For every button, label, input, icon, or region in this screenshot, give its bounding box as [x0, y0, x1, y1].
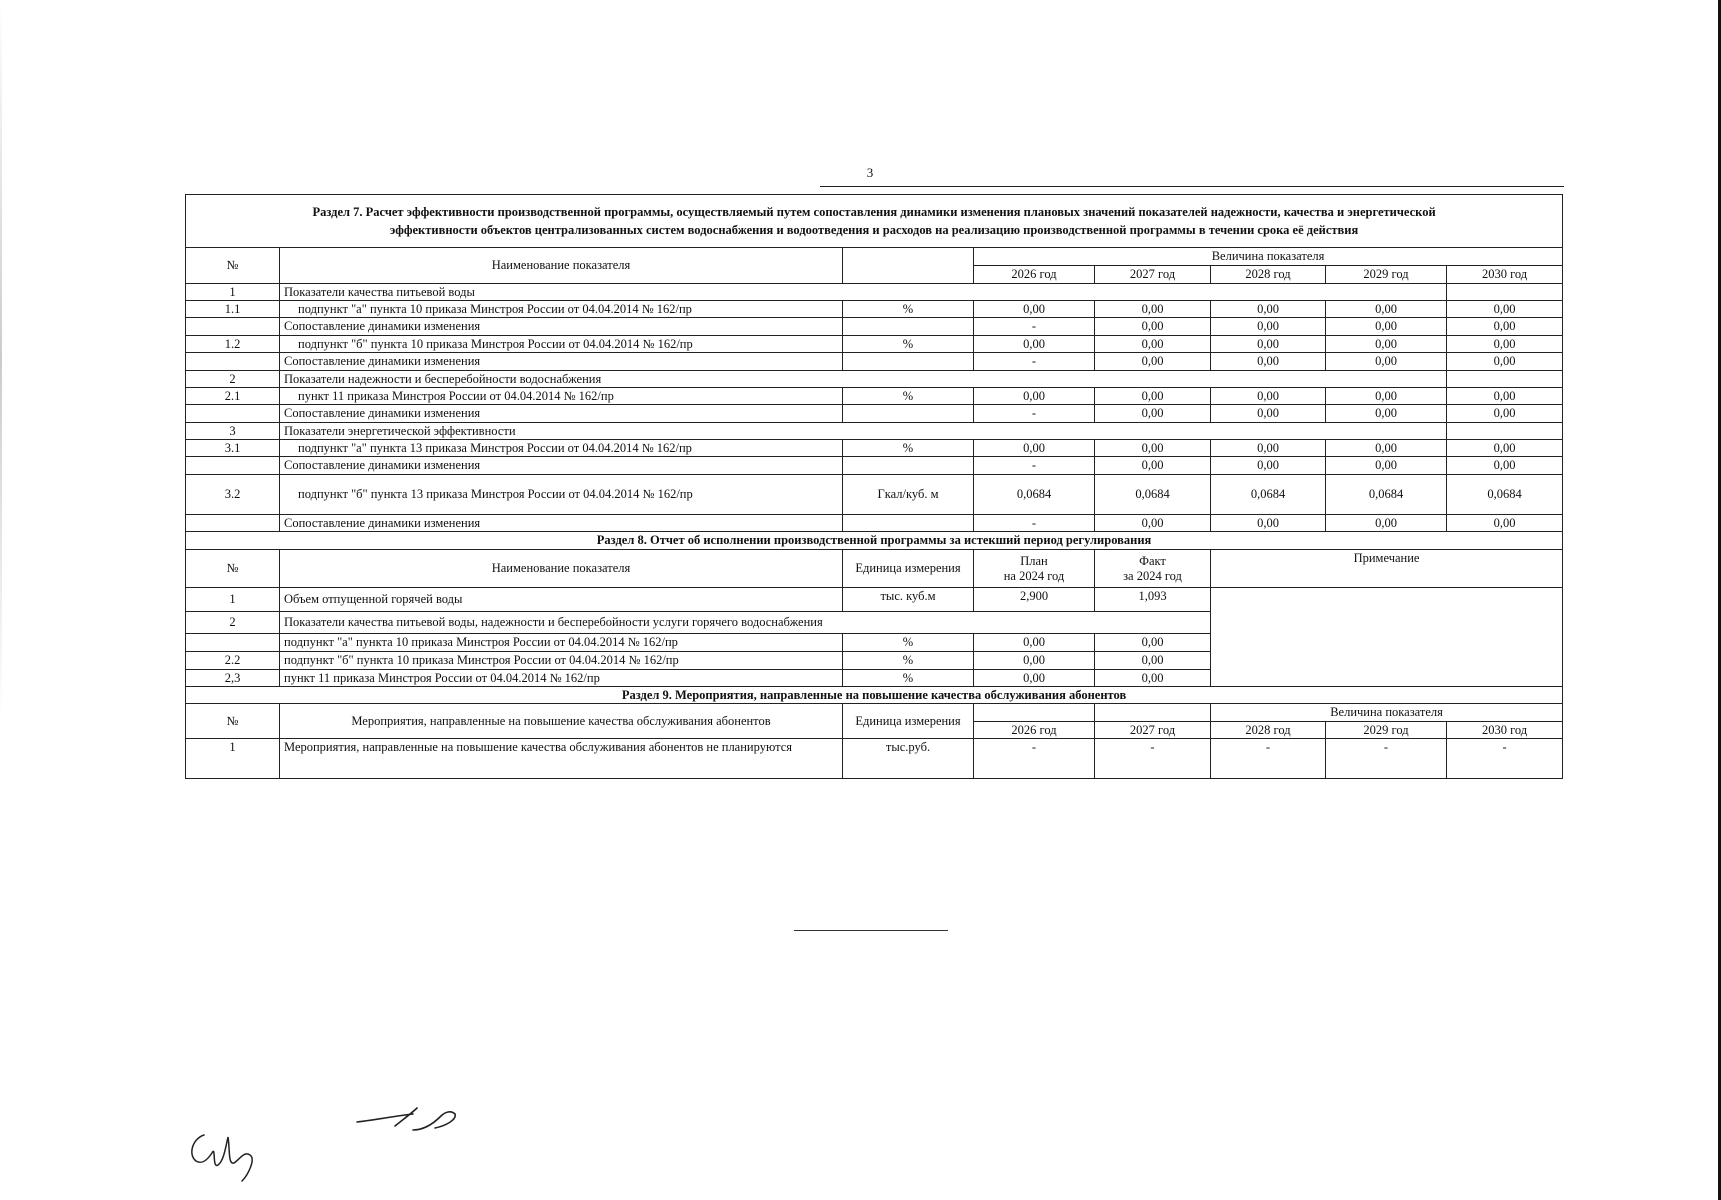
year-header: 2026 год [974, 721, 1095, 738]
value-cell: 0,00 [1095, 440, 1211, 457]
note-cell [1211, 588, 1563, 687]
row-number: 3.1 [186, 440, 280, 457]
group-title: Показатели надежности и бесперебойности водоснабжения [280, 370, 1447, 387]
value-cell: 0,00 [1326, 301, 1447, 318]
year-header: 2028 год [1211, 265, 1326, 283]
value-cell: 0,00 [1447, 301, 1563, 318]
signature-initials [182, 1125, 282, 1185]
value-cell: 0,00 [974, 440, 1095, 457]
value-cell: - [974, 405, 1095, 422]
fact-cell: 0,00 [1095, 652, 1211, 669]
value-cell: 0,00 [1095, 387, 1211, 404]
col-fact-header: Факт за 2024 год [1095, 550, 1211, 588]
value-cell: 0,00 [1326, 318, 1447, 335]
value-cell: 0,00 [1211, 318, 1326, 335]
col-value-header: Величина показателя [974, 248, 1563, 265]
fact-cell: 1,093 [1095, 588, 1211, 612]
value-cell: 0,00 [1326, 457, 1447, 474]
row-number: 1.2 [186, 335, 280, 352]
indicator-name: подпункт "а" пункта 13 приказа Минстроя России от 04.04.2014 № 162/пр [280, 440, 843, 457]
value-cell: 0,00 [1211, 387, 1326, 404]
value-cell: - [974, 353, 1095, 370]
unit-cell [843, 457, 974, 474]
unit-cell [843, 318, 974, 335]
year-header: 2027 год [1095, 265, 1211, 283]
col-unit-header [843, 248, 974, 283]
table-row [186, 353, 1563, 370]
section9-title-row [186, 686, 1563, 703]
value-cell: 0,0684 [1095, 474, 1211, 514]
table-row [186, 335, 1563, 352]
table-row [186, 457, 1563, 474]
table-row [186, 370, 1563, 387]
value-cell: 0,0684 [1447, 474, 1563, 514]
value-cell: 0,00 [1447, 318, 1563, 335]
value-header-blank [1095, 704, 1211, 721]
row-number: 1.1 [186, 301, 280, 318]
value-cell: - [974, 739, 1095, 779]
plan-cell: 0,00 [974, 652, 1095, 669]
value-cell: 0,00 [1211, 457, 1326, 474]
row-number [186, 634, 280, 652]
row-number [186, 353, 280, 370]
unit-cell: % [843, 669, 974, 686]
year-header: 2029 год [1326, 721, 1447, 738]
group-title: Показатели качества питьевой воды [280, 283, 1447, 300]
row-number [186, 405, 280, 422]
value-cell: 0,00 [1447, 405, 1563, 422]
section8-title-row [186, 532, 1563, 550]
year-header: 2030 год [1447, 721, 1563, 738]
section7-title: Раздел 7. Расчет эффективности производственной программы, осуществляемый путем сопоставления динамики изменения плановых значений показателей надежности, качества и энергетической эффективности объектов централизованных систем водоснабжения и водоотведения и расходов на реализацию производственной программы в течении срока её действия [186, 195, 1563, 248]
value-cell: 0,00 [974, 301, 1095, 318]
row-number: 2.2 [186, 652, 280, 669]
value-cell: 0,00 [1095, 514, 1211, 531]
value-cell: - [1326, 739, 1447, 779]
value-cell: 0,00 [1326, 353, 1447, 370]
value-cell: 0,00 [974, 387, 1095, 404]
col-value-header: Величина показателя [1211, 704, 1563, 721]
table-row [186, 514, 1563, 531]
value-cell: 0,00 [1095, 405, 1211, 422]
unit-cell [843, 405, 974, 422]
unit-cell: % [843, 652, 974, 669]
value-cell: 0,00 [1447, 387, 1563, 404]
row-number: 3.2 [186, 474, 280, 514]
value-cell: 0,00 [1447, 353, 1563, 370]
value-cell [1447, 370, 1563, 387]
signature-mark [355, 1100, 475, 1140]
top-rule [820, 186, 1564, 187]
indicator-name: подпункт "б" пункта 10 приказа Минстроя России от 04.04.2014 № 162/пр [280, 652, 843, 669]
col-no-header: № [186, 550, 280, 588]
row-number: 1 [186, 739, 280, 779]
section8-title: Раздел 8. Отчет об исполнении производственной программы за истекший период регулирования [186, 532, 1563, 550]
row-number: 1 [186, 283, 280, 300]
value-cell: 0,00 [1326, 440, 1447, 457]
value-cell: - [1447, 739, 1563, 779]
value-cell: 0,00 [1447, 440, 1563, 457]
unit-cell: Гкал/куб. м [843, 474, 974, 514]
col-no-header: № [186, 248, 280, 283]
value-cell: 0,0684 [1326, 474, 1447, 514]
row-number: 3 [186, 422, 280, 439]
row-number [186, 514, 280, 531]
indicator-name: подпункт "б" пункта 10 приказа Минстроя России от 04.04.2014 № 162/пр [280, 335, 843, 352]
value-cell: 0,00 [1447, 514, 1563, 531]
unit-cell: % [843, 634, 974, 652]
section9-title: Раздел 9. Мероприятия, направленные на повышение качества обслуживания абонентов [186, 686, 1563, 703]
col-unit-header: Единица измерения [843, 704, 974, 739]
indicator-name: Сопоставление динамики изменения [280, 318, 843, 335]
value-cell: - [974, 514, 1095, 531]
plan-cell: 0,00 [974, 669, 1095, 686]
col-name-header: Наименование показателя [280, 550, 843, 588]
value-cell: - [1095, 739, 1211, 779]
table-row [186, 301, 1563, 318]
scan-margin-shadow [0, 0, 2, 1200]
value-cell: 0,00 [1095, 353, 1211, 370]
indicator-name: Объем отпущенной горячей воды [280, 588, 843, 612]
value-cell: 0,00 [1211, 405, 1326, 422]
row-number: 1 [186, 588, 280, 612]
plan-cell: 0,00 [974, 634, 1095, 652]
value-cell: 0,0684 [1211, 474, 1326, 514]
value-cell: 0,00 [1095, 301, 1211, 318]
unit-cell: тыс.руб. [843, 739, 974, 779]
table-row [186, 318, 1563, 335]
unit-cell: % [843, 387, 974, 404]
value-cell: - [974, 318, 1095, 335]
indicator-name: пункт 11 приказа Минстроя России от 04.04.2014 № 162/пр [280, 669, 843, 686]
value-cell: - [974, 457, 1095, 474]
value-cell: 0,00 [974, 335, 1095, 352]
table-row [186, 440, 1563, 457]
row-number: 2 [186, 612, 280, 634]
year-header: 2028 год [1211, 721, 1326, 738]
row-number: 2,3 [186, 669, 280, 686]
value-cell: 0,00 [1447, 457, 1563, 474]
unit-cell [843, 514, 974, 531]
value-cell: 0,00 [1095, 457, 1211, 474]
value-cell: 0,00 [1211, 514, 1326, 531]
unit-cell: тыс. куб.м [843, 588, 974, 612]
value-header-blank [974, 704, 1095, 721]
value-cell: 0,00 [1447, 335, 1563, 352]
plan-cell: 2,900 [974, 588, 1095, 612]
measure-name: Мероприятия, направленные на повышение качества обслуживания абонентов не планируются [280, 739, 843, 779]
year-header: 2030 год [1447, 265, 1563, 283]
value-cell: 0,00 [1211, 301, 1326, 318]
value-cell: 0,00 [1326, 335, 1447, 352]
value-cell [1447, 422, 1563, 439]
col-note-header: Примечание [1211, 550, 1563, 588]
indicator-name: Сопоставление динамики изменения [280, 514, 843, 531]
table-row [186, 588, 1563, 612]
section7-title-row [186, 195, 1563, 248]
closing-rule [794, 930, 948, 931]
value-cell: 0,00 [1095, 335, 1211, 352]
table-row [186, 283, 1563, 300]
col-plan-header: План на 2024 год [974, 550, 1095, 588]
value-cell [1447, 283, 1563, 300]
fact-cell: 0,00 [1095, 669, 1211, 686]
value-cell: - [1211, 739, 1326, 779]
col-name-header: Мероприятия, направленные на повышение качества обслуживания абонентов [280, 704, 843, 739]
year-header: 2026 год [974, 265, 1095, 283]
value-cell: 0,00 [1095, 318, 1211, 335]
indicator-name: подпункт "б" пункта 13 приказа Минстроя России от 04.04.2014 № 162/пр [280, 474, 843, 514]
year-header: 2027 год [1095, 721, 1211, 738]
row-number [186, 318, 280, 335]
table-row [186, 387, 1563, 404]
value-cell: 0,00 [1211, 353, 1326, 370]
page-number: 3 [866, 165, 874, 180]
indicator-name: пункт 11 приказа Минстроя России от 04.04.2014 № 162/пр [280, 387, 843, 404]
value-cell: 0,00 [1211, 335, 1326, 352]
unit-cell: % [843, 335, 974, 352]
group-title: Показатели качества питьевой воды, надежности и бесперебойности услуги горячего водоснабжения [280, 612, 1211, 634]
indicator-name: Сопоставление динамики изменения [280, 457, 843, 474]
table-row [186, 739, 1563, 779]
indicator-name: Сопоставление динамики изменения [280, 353, 843, 370]
value-cell: 0,00 [1326, 387, 1447, 404]
unit-cell: % [843, 301, 974, 318]
table-row [186, 422, 1563, 439]
col-name-header: Наименование показателя [280, 248, 843, 283]
col-no-header: № [186, 704, 280, 739]
indicator-name: подпункт "а" пункта 10 приказа Минстроя России от 04.04.2014 № 162/пр [280, 634, 843, 652]
section9-header-row-1 [186, 704, 1563, 721]
value-cell: 0,00 [1326, 405, 1447, 422]
indicator-name: подпункт "а" пункта 10 приказа Минстроя России от 04.04.2014 № 162/пр [280, 301, 843, 318]
section8-header-row [186, 550, 1563, 588]
col-unit-header: Единица измерения [843, 550, 974, 588]
unit-cell [843, 353, 974, 370]
row-number: 2.1 [186, 387, 280, 404]
table-row [186, 474, 1563, 514]
value-cell: 0,00 [1211, 440, 1326, 457]
value-cell: 0,00 [1326, 514, 1447, 531]
value-cell: 0,0684 [974, 474, 1095, 514]
program-table [185, 194, 1563, 779]
table-row [186, 405, 1563, 422]
row-number: 2 [186, 370, 280, 387]
group-title: Показатели энергетической эффективности [280, 422, 1447, 439]
year-header: 2029 год [1326, 265, 1447, 283]
unit-cell: % [843, 440, 974, 457]
section7-header-row-1 [186, 248, 1563, 265]
fact-cell: 0,00 [1095, 634, 1211, 652]
indicator-name: Сопоставление динамики изменения [280, 405, 843, 422]
row-number [186, 457, 280, 474]
